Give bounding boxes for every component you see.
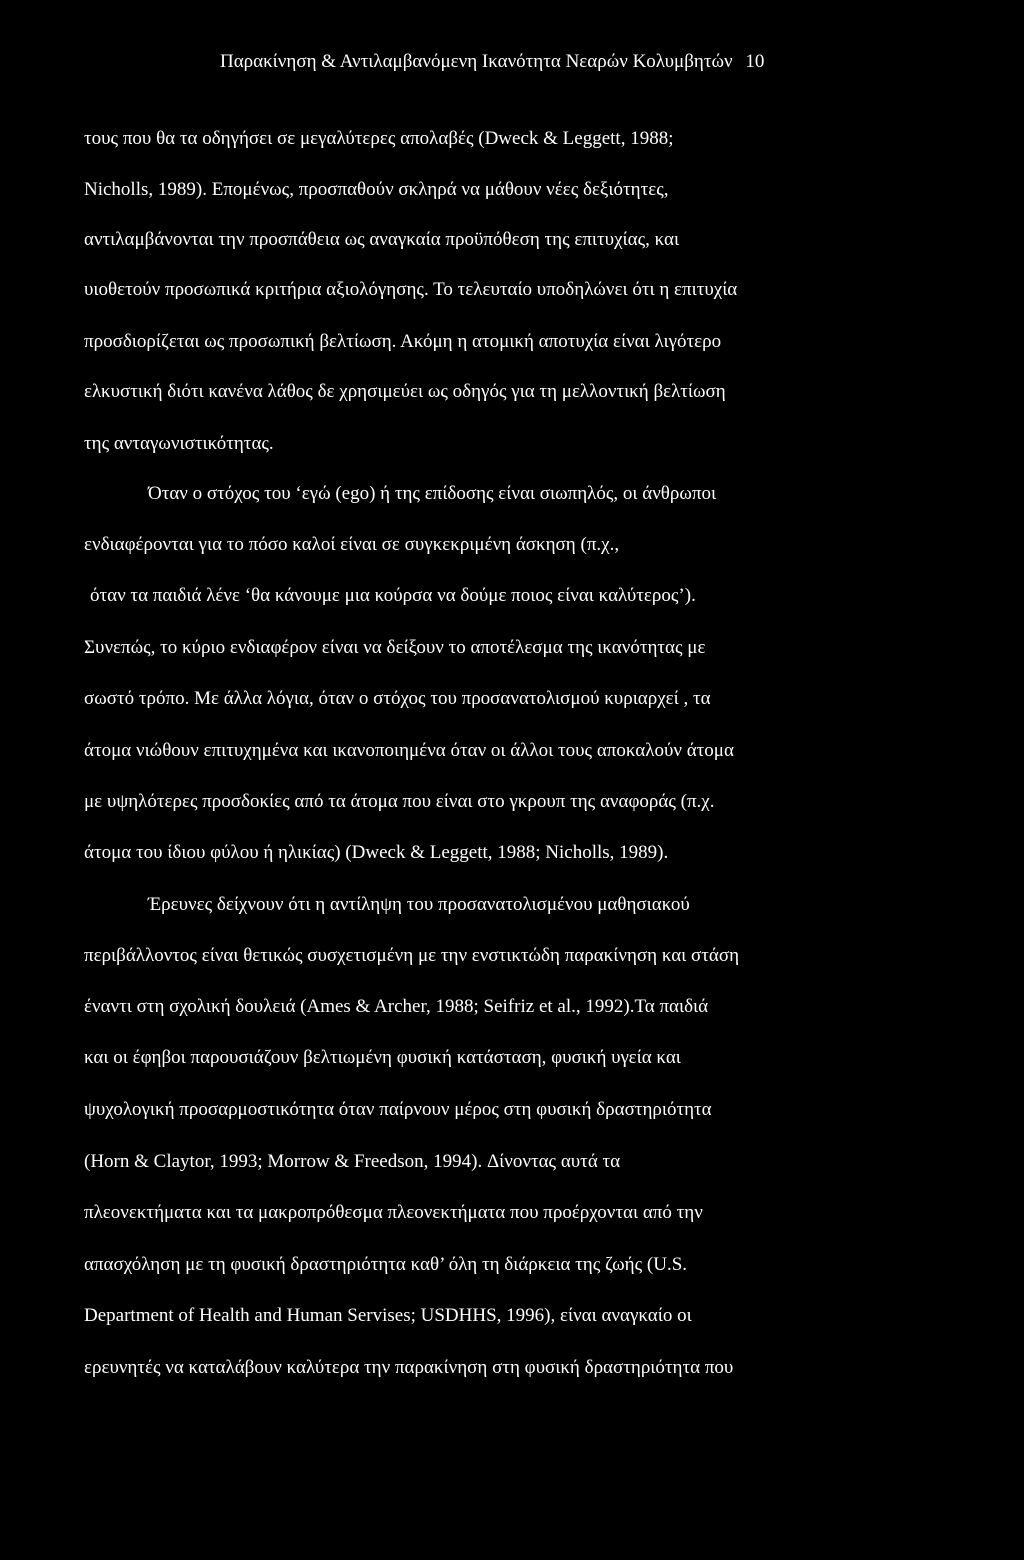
running-title: Παρακίνηση & Αντιλαμβανόμενη Ικανότητα Νεαρών Κολυμβητών — [220, 51, 733, 72]
body-line: έναντι στη σχολική δουλειά (Ames & Archer, 1988; Seifriz et al., 1992).Τα παιδιά — [84, 996, 709, 1017]
body-line: Έρευνες δείχνουν ότι η αντίληψη του προσανατολισμένου μαθησιακού — [148, 894, 690, 915]
body-line: άτομα του ίδιου φύλου ή ηλικίας) (Dweck & Leggett, 1988; Nicholls, 1989). — [84, 842, 669, 863]
body-line: Department of Health and Human Servises; USDHHS, 1996), είναι αναγκαίο οι — [84, 1305, 692, 1326]
body-line: ελκυστική διότι κανένα λάθος δε χρησιμεύει ως οδηγός για τη μελλοντική βελτίωση — [84, 381, 726, 402]
body-line: Nicholls, 1989). Επομένως, προσπαθούν σκληρά να μάθουν νέες δεξιότητες, — [84, 179, 669, 200]
running-header — [220, 48, 920, 76]
body-line: περιβάλλοντος είναι θετικώς συσχετισμένη με την ενστικτώδη παρακίνηση και στάση — [84, 945, 740, 966]
body-line: τους που θα τα οδηγήσει σε μεγαλύτερες απολαβές (Dweck & Leggett, 1988; — [84, 128, 674, 149]
body-line: προσδιορίζεται ως προσωπική βελτίωση. Ακόμη η ατομική αποτυχία είναι λιγότερο — [84, 331, 722, 352]
body-line: και οι έφηβοι παρουσιάζουν βελτιωμένη φυσική κατάσταση, φυσική υγεία και — [84, 1047, 681, 1068]
body-line: (Horn & Claytor, 1993; Morrow & Freedson, 1994). Δίνοντας αυτά τα — [84, 1151, 621, 1172]
body-line: ψυχολογική προσαρμοστικότητα όταν παίρνουν μέρος στη φυσική δραστηριότητα — [84, 1099, 712, 1120]
body-line: Συνεπώς, το κύριο ενδιαφέρον είναι να δείξουν το αποτέλεσμα της ικανότητας με — [84, 637, 706, 658]
body-line: απασχόληση με τη φυσική δραστηριότητα καθ’ όλη τη διάρκεια της ζωής (U.S. — [84, 1254, 688, 1275]
body-line: σωστό τρόπο. Με άλλα λόγια, όταν ο στόχος του προσανατολισμού κυριαρχεί , τα — [84, 688, 711, 709]
body-line: πλεονεκτήματα και τα μακροπρόθεσμα πλεονεκτήματα που προέρχονται από την — [84, 1202, 703, 1223]
body-line: άτομα νιώθουν επιτυχημένα και ικανοποιημένα όταν οι άλλοι τους αποκαλούν άτομα — [84, 740, 734, 761]
body-line: Όταν ο στόχος του ‘εγώ (ego) ή της επίδοσης είναι σιωπηλός, οι άνθρωποι — [148, 483, 717, 504]
body-line: υιοθετούν προσωπικά κριτήρια αξιολόγησης. Το τελευταίο υποδηλώνει ότι η επιτυχία — [84, 279, 738, 300]
body-line: αντιλαμβάνονται την προσπάθεια ως αναγκαία προϋπόθεση της επιτυχίας, και — [84, 229, 680, 250]
body-line: ερευνητές να καταλάβουν καλύτερα την παρακίνηση στη φυσική δραστηριότητα που — [84, 1357, 734, 1378]
page-number: 10 — [745, 51, 765, 72]
body-line: με υψηλότερες προσδοκίες από τα άτομα που είναι στο γκρουπ της αναφοράς (π.χ. — [84, 791, 715, 812]
body-line: όταν τα παιδιά λένε ‘θα κάνουμε μια κούρσα να δούμε ποιος είναι καλύτερος’). — [90, 585, 696, 606]
body-line: ενδιαφέρονται για το πόσο καλοί είναι σε συγκεκριμένη άσκηση (π.χ., — [84, 534, 620, 555]
body-line: της ανταγωνιστικότητας. — [84, 433, 274, 454]
